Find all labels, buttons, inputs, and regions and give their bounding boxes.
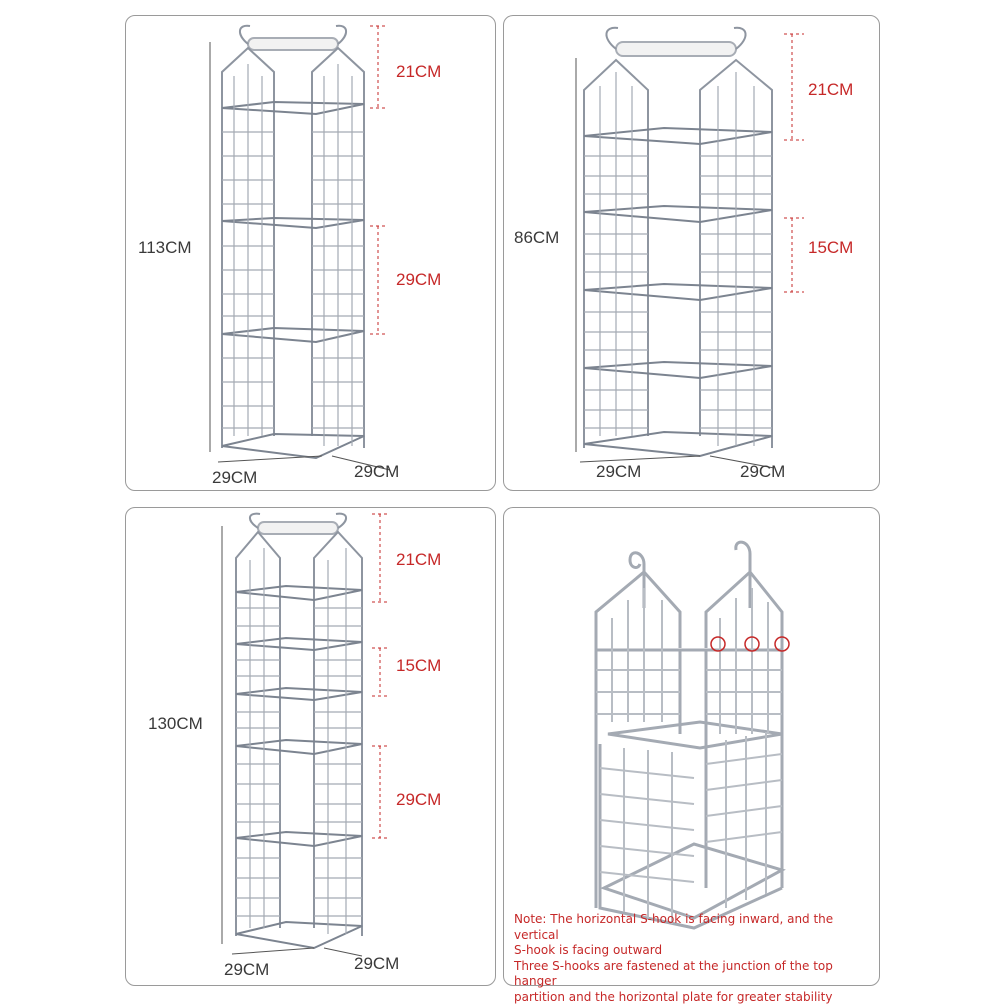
depth-label: 29CM — [354, 462, 399, 482]
height-label: 130CM — [148, 714, 203, 734]
panel-four-tier — [503, 15, 880, 491]
note-line: partition and the horizontal plate for greater stability — [514, 990, 879, 1005]
height-label: 86CM — [514, 228, 559, 248]
panel-five-tier — [125, 507, 496, 986]
panel-assembly-note — [503, 507, 880, 986]
five-tier-organizer-illustration — [126, 508, 497, 987]
width-label: 29CM — [596, 462, 641, 482]
note-line: S-hook is facing outward — [514, 943, 879, 959]
shelf-spacing-label: 15CM — [808, 238, 853, 258]
depth-label: 29CM — [354, 954, 399, 974]
width-label: 29CM — [212, 468, 257, 488]
height-label: 113CM — [138, 238, 192, 258]
panel-three-tier — [125, 15, 496, 491]
note-line: Three S-hooks are fastened at the junction of the top hanger — [514, 959, 879, 990]
top-spacing-label: 21CM — [808, 80, 853, 100]
depth-label: 29CM — [740, 462, 785, 482]
shelf-spacing-label: 29CM — [396, 270, 441, 290]
middle-spacing-label: 15CM — [396, 656, 441, 676]
bottom-spacing-label: 29CM — [396, 790, 441, 810]
assembly-note-text — [514, 912, 879, 1005]
note-line: Note: The horizontal S-hook is facing inward, and the vertical — [514, 912, 879, 943]
top-spacing-label: 21CM — [396, 62, 441, 82]
width-label: 29CM — [224, 960, 269, 980]
top-spacing-label: 21CM — [396, 550, 441, 570]
